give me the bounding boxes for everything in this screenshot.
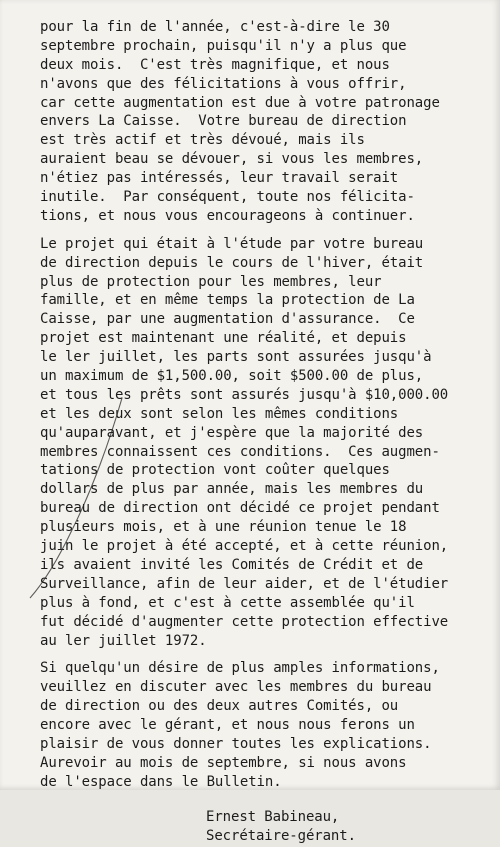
- text-line: pour la fin de l'année, c'est-à-dire le 30: [40, 19, 390, 35]
- text-line: encore avec le gérant, et nous nous ferons un: [40, 717, 415, 734]
- paragraph-3: [40, 659, 500, 791]
- text-line: envers La Caisse. Votre bureau de direction: [40, 113, 407, 130]
- text-line: n'étiez pas intéressés, leur travail serait: [40, 170, 399, 187]
- text-line: au ler juillet 1972.: [40, 632, 207, 649]
- text-line: dollars de plus par année, mais les membres du: [40, 481, 424, 498]
- text-line: tations de protection vont coûter quelques: [40, 462, 390, 479]
- text-line: qu'auparavant, et j'espère que la majorité des: [40, 424, 424, 441]
- text-line: Si quelqu'un désire de plus amples informations,: [40, 660, 440, 677]
- text-line: membres connaissent ces conditions. Ces augmen-: [40, 443, 440, 460]
- text-line: deux mois. C'est très magnifique, et nous: [40, 56, 390, 73]
- text-line: est très actif et très dévoué, mais ils: [40, 132, 365, 149]
- text-line: juin le projet à été accepté, et à cette réunion,: [40, 538, 449, 555]
- paragraph-1: [40, 18, 500, 226]
- signatory-name: Ernest Babineau,: [206, 808, 340, 825]
- text-line: un maximum de $1,500.00, soit $500.00 de plus,: [40, 368, 424, 385]
- text-line: veuillez en discuter avec les membres du bureau: [40, 679, 432, 696]
- text-line: auraient beau se dévouer, si vous les membres,: [40, 151, 424, 168]
- text-line: de direction depuis le cours de l'hiver, était: [40, 254, 424, 271]
- text-line: car cette augmentation est due à votre patronage: [40, 94, 440, 111]
- text-line: ils avaient invité les Comités de Crédit et de: [40, 556, 424, 573]
- text-line: septembre prochain, puisqu'il n'y a plus que: [40, 37, 407, 54]
- text-line: Le projet qui était à l'étude par votre bureau: [40, 235, 424, 252]
- text-line: fut décidé d'augmenter cette protection effective: [40, 613, 449, 630]
- text-line: plus à fond, et c'est à cette assemblée qu'il: [40, 594, 415, 611]
- text-line: Surveillance, afin de leur aider, et de l'étudier: [40, 575, 449, 592]
- text-line: plus de protection pour les membres, leur: [40, 273, 382, 290]
- text-line: plusieurs mois, et à une réunion tenue le 18: [40, 519, 407, 536]
- text-line: tions, et nous vous encourageons à continuer.: [40, 207, 415, 224]
- text-line: et les deux sont selon les mêmes conditions: [40, 405, 399, 422]
- signatory-title: Secrétaire-gérant.: [206, 828, 356, 845]
- paragraph-2: [40, 235, 500, 651]
- text-line: inutile. Par conséquent, toute nos félicita-: [40, 189, 415, 206]
- text-line: bureau de direction ont décidé ce projet pendant: [40, 500, 440, 517]
- letter-body: [40, 18, 500, 847]
- signature-block: [40, 808, 500, 847]
- text-line: le ler juillet, les parts sont assurées jusqu'à: [40, 349, 432, 366]
- text-line: Aurevoir au mois de septembre, si nous avons: [40, 754, 407, 771]
- text-line: de direction ou des deux autres Comités, ou: [40, 698, 399, 715]
- text-line: plaisir de vous donner toutes les explications.: [40, 735, 432, 752]
- text-line: projet est maintenant une réalité, et depuis: [40, 330, 407, 347]
- text-line: et tous les prêts sont assurés jusqu'à $10,000.00: [40, 386, 449, 403]
- text-line: n'avons que des félicitations à vous offrir,: [40, 75, 407, 92]
- text-line: de l'espace dans le Bulletin.: [40, 773, 282, 790]
- text-line: Caisse, par une augmentation d'assurance. Ce: [40, 311, 415, 328]
- text-line: famille, et en même temps la protection de La: [40, 292, 415, 309]
